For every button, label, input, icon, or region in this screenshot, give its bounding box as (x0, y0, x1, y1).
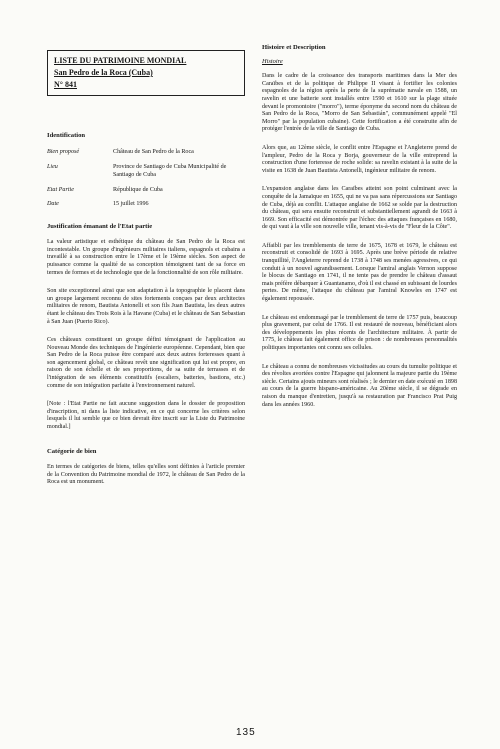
histoire-heading: Histoire et Description (262, 44, 326, 51)
justification-paragraph: Ces châteaux constituent un groupe défini témoignant de l'application au Nouveau Monde des techniques de l'ingénierie européenne. Cependant, bien que San Pedro de la Roca puisse être comparé aux deux autres forteresses quant à son agencement global, ce château revêt une signification qui lui est propre, en raison de son échelle et de ses proportions, de sa suite de terrasses et de l'intégration de ses éléments constitutifs (escaliers, batteries, bastions, etc.) comme de son intégration parfaite à l'environnement naturel. (47, 337, 245, 389)
row-value: Province de Santiago de Cuba Municipalité de Santiago de Cuba (113, 164, 227, 178)
identification-row (47, 187, 245, 195)
row-label: Date (47, 200, 59, 207)
list-title: LISTE DU PATRIMOINE MONDIAL (54, 56, 187, 65)
histoire-paragraph: Le château a connu de nombreuses vicissitudes au cours du tumulte politique et des révoltes avortées contre l'Espagne qui jalonnent la majeure partie du 19ème siècle. Certains ajouts mineurs sont réalisés ; le dernier en date exécuté en 1898 au cours de la guerre hispano-américaine. Au 20ème siècle, il se dégrade en raison du manque d'entretien, jusqu'à sa restauration par Francisco Prat Puig dans les années 1960. (262, 363, 457, 408)
title-box (47, 50, 245, 96)
row-label: Lieu (47, 164, 58, 171)
row-value: Château de San Pedro de la Roca (113, 148, 194, 155)
row-label: Etat Partie (47, 187, 74, 194)
justification-paragraph: La valeur artistique et esthétique du château de San Pedro de la Roca est incontestable. Un groupe d'ingénieurs militaires italiens, espagnols et cubains a travaillé à sa construction entre le 17ème et le 19ème siècles. Son aspect de puissance comme la qualité de sa conception témoignent tant de sa force en termes de formes et de technologie que de la fonctionnalité de son rôle militaire. (47, 239, 245, 276)
row-value: République de Cuba (113, 187, 163, 194)
page-number: 135 (236, 727, 256, 738)
justification-paragraph: Son site exceptionnel ainsi que son adaptation à la topographie le placent dans un groupe largement reconnu de sites fortements conçues par deux architectes militaires de renom, Bautista Antonelli et son fils Juan Bautista, les deux autres étant le château des Trois Rois à la Havane (Cuba) et le château de San Sebastian à San Juan (Puerto Rico). (47, 288, 245, 325)
identification-row (47, 149, 245, 157)
identification-row (47, 201, 245, 209)
identification-table (47, 149, 245, 209)
row-value: 15 juillet 1996 (113, 200, 149, 207)
row-label: Bien proposé (47, 148, 80, 155)
histoire-paragraph: Affaibli par les tremblements de terre de 1675, 1678 et 1679, le château est reconstruit et consolidé de 1693 à 1695. Après une brève période de relative tranquillité, l'Angleterre reprend de 1738 à 1748 ses menées agressives, ce qui conduit à un nouvel agrandissement. Lorsque l'amiral anglais Vernon suppose le blocus de Santiago en 1741, il ne tente pas de prendre le château d'assaut mais préfère débarquer à Guantanamo, d'où il est chassé en subissant de lourdes pertes. De même, l'attaque du château par l'amiral Knowles en 1747 est également repoussée. (262, 242, 457, 303)
identification-heading: Identification (47, 132, 86, 139)
justification-heading: Justification émanant de l'Etat partie (47, 222, 153, 230)
histoire-paragraph: Le château est endommagé par le tremblement de terre de 1757 puis, beaucoup plus gravement, par celui de 1766. Il est restauré de nouveau, bénéficiant alors des développements les plus récents de l'architecture militaire. À partir de 1775, le château fait également office de prison : de nombreuses personnalités politiques importantes ont connu ses cellules. (262, 314, 457, 351)
site-title: San Pedro de la Roca (Cuba) (54, 68, 153, 77)
right-column (262, 44, 457, 420)
left-column (47, 50, 245, 498)
histoire-paragraph: Dans le cadre de la croissance des transports maritimes dans la Mer des Caraïbes et de la politique de Philippe II visant à fortifier les colonies espagnoles de la région après la perte de la suprématie navale en 1588, un ravelin et une batterie sont installés entre 1590 et 1610 sur la plage située devant le promontoire ("morro"), terme éponyme du second nom du château de San Pedro de la Roca, "Morro de San Sebastián", communément appelé "El Morro" par la population cubaine). Cette fortification a été construite afin de protéger l'entrée de la ville de Santiago de Cuba. (262, 73, 457, 133)
histoire-subheading: Histoire (262, 57, 283, 65)
categorie-heading: Catégorie de bien (47, 447, 97, 455)
histoire-paragraph: Alors que, au 12ème siècle, le conflit entre l'Espagne et l'Angleterre prend de l'ampleur, Pedro de la Roca y Borja, gouverneur de la ville entreprend la construction d'une forteresse de roche solide: sa ravelin existant à la suite de la visite en 1638 de Juan Bautista Antonelli, ingénieur militaire de renom. (262, 144, 457, 174)
site-number: N° 841 (54, 80, 77, 89)
categorie-paragraph: En termes de catégories de biens, telles qu'elles sont définies à l'article premier de la Convention du Patrimoine mondial de 1972, le château de San Pedro de la Roca est un monument. (47, 464, 245, 486)
histoire-paragraph: L'expansion anglaise dans les Caraïbes atteint son point culminant avec la conquête de la Jamaïque en 1655, qui ne va pas sans répercussions sur Santiago de Cuba, déjà au conflit. L'attaque anglaise de 1662 se solde par la destruction du château, qui sera ensuite reconstruit et substantiellement agrandi de 1663 à 1669. Son efficacité est démontrée par l'échec des attaques françaises en 1680, de qui vaut à la ville son nouvelle ville, tenant vis-à-vis de "Fleur de la Côte". (262, 186, 457, 231)
identification-row (47, 164, 245, 179)
justification-note: [Note : l'Etat Partie ne fait aucune suggestion dans le dossier de proposition d'inscription, ni dans la liste indicative, en ce qui concerne les critères selon lesquels il lui semble que ce bien devrait être inscrit sur la Liste du Patrimoine mondial.] (47, 401, 245, 431)
